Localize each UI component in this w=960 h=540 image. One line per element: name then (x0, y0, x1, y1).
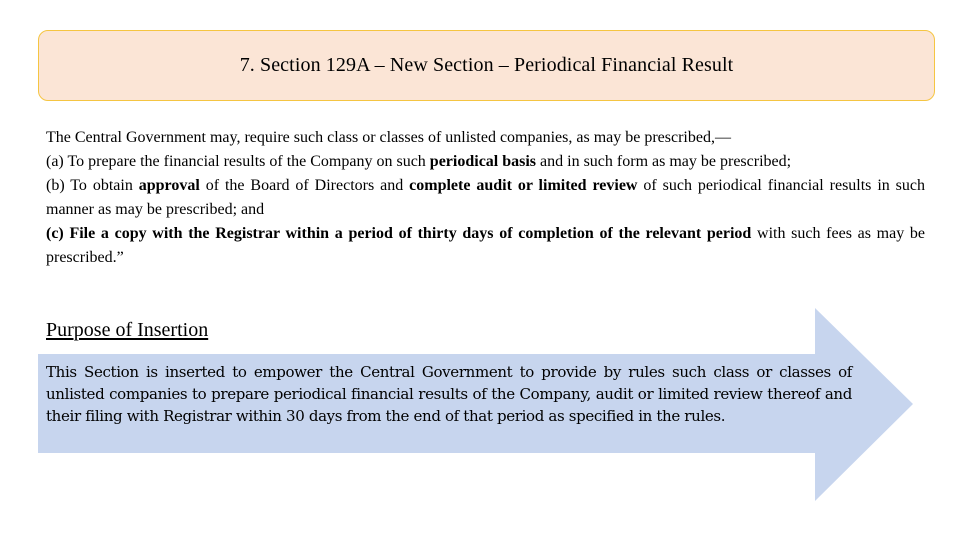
clause-c-post: with such fees as may be prescribed.” (46, 225, 925, 266)
clause-a-pre: (a) To prepare the financial results of the Company on such (46, 153, 430, 170)
clause-b-mid: of the Board of Directors and (199, 177, 410, 194)
purpose-text: This Section is inserted to empower the Central Government to provide by rules such class or classes of unlisted companies to prepare periodical financial results of the Company, audit or limited review thereof and their filing with Registrar within 30 days from the end of that period as specified in the rules. (46, 363, 852, 425)
section-body (46, 126, 925, 270)
clause-b-post: of such periodical financial results in such manner as may be prescribed; and (46, 177, 926, 218)
clause-b-pre: (b) To obtain (46, 177, 139, 194)
purpose-heading: Purpose of Insertion (46, 319, 212, 342)
clause-c (46, 222, 925, 270)
title-box (38, 30, 935, 101)
intro-text: The Central Government may, require such class or classes of unlisted companies, as may be prescribed,— (46, 129, 731, 146)
clause-c-bold: (c) File a copy with the Registrar within a period of thirty days of completion of the relevant period (46, 225, 752, 242)
clause-a (46, 150, 925, 174)
clause-b (46, 174, 925, 222)
section-title: 7. Section 129A – New Section – Periodical Financial Result (239, 54, 734, 76)
intro-paragraph (46, 126, 925, 150)
clause-a-bold: periodical basis (429, 153, 537, 170)
clause-a-post: and in such form as may be prescribed; (536, 153, 792, 170)
clause-b-bold-approval: approval (138, 177, 200, 194)
clause-b-bold-audit: complete audit or limited review (409, 177, 638, 194)
